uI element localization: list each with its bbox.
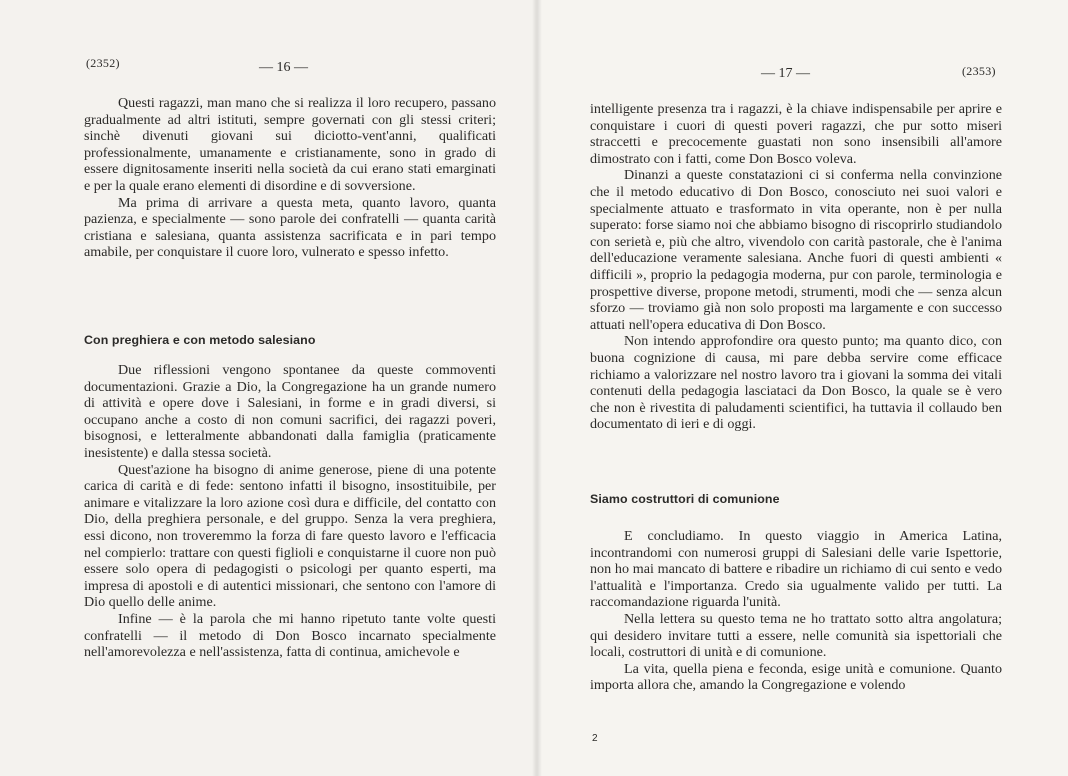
signature-mark: 2 xyxy=(592,733,598,744)
paragraph: Quest'azione ha bisogno di anime generose, piene di una potente carica di carità e di fede: sentono infatti il bisogno, insostituibile, per animare e vitalizzare la loro azione così dura e difficile, del contatto con Dio, della preghiera personale, e del gruppo. Senza la vera preghiera, essi dicono, non troveremmo la forza di fare questo lavoro e l'efficacia nel compierlo: trattare con questi figlioli e conquistarne il cuore non può essere solo opera di pedagogisti o psicologi per quanto esperti, ma impresa di apostoli e di autentici missionari, che sentono con l'amore di Dio quello delle anime. xyxy=(84,461,496,611)
section-heading: Con preghiera e con metodo salesiano xyxy=(84,333,316,347)
paragraph: La vita, quella piena e feconda, esige unità e comunione. Quanto importa allora che, amando la Congregazione e volendo xyxy=(590,660,1002,694)
paragraph: Due riflessioni vengono spontanee da queste commoventi documentazioni. Grazie a Dio, la Congregazione ha un grande numero di attività e opere dove i Salesiani, in forme e in gradi diversi, si occupano anche a costo di non comuni sacrifici, dei ragazzi poveri, bisognosi, e letteralmente abbandonati dalla famiglia (praticamente inesistente) e dalla stessa società. xyxy=(84,362,496,461)
section-heading: Siamo costruttori di comunione xyxy=(590,492,780,506)
paragraph: Infine — è la parola che mi hanno ripetuto tante volte questi confratelli — il metodo di Don Bosco incarnato specialmente nell'amorevolezza e nell'assistenza, fatta di continua, amichevole e xyxy=(84,610,496,661)
left-text-block-1 xyxy=(84,95,496,261)
paragraph: Questi ragazzi, man mano che si realizza il loro recupero, passano gradualmente ad altri istituti, sempre governati con gli stessi criteri; sinchè divenuti giovani sui diciotto-vent'anni, qualificati professionalmente, umanamente e cristianamente, sono in grado di essere dignitosamente inseriti nella società da cui erano stati emarginati e per la quale erano elementi di disordine e di sovversione. xyxy=(84,95,496,194)
right-text-block-1 xyxy=(590,101,1002,433)
paragraph: Ma prima di arrivare a questa meta, quanto lavoro, quanta pazienza, e specialmente — sono parole dei confratelli — quanta carità cristiana e salesiana, quanta assistenza sacrificata e in pari tempo amabile, per conquistare il cuore loro, vulnerato e spesso infetto. xyxy=(84,194,496,261)
paragraph: Nella lettera su questo tema ne ho trattato sotto altra angolatura; qui desidero invitare tutti a essere, nelle comunità sia ispettoriali che locali, costruttori di unità e di comunione. xyxy=(590,610,1002,661)
left-text-block-2 xyxy=(84,362,496,661)
paragraph: Non intendo approfondire ora questo punto; ma quanto dico, con buona cognizione di causa, mi pare debba servire come efficace richiamo a valorizzare nel nostro lavoro tra i giovani la somma dei vitali contenuti della pedagogia lasciataci da Don Bosco, la quale se è vero che non è rivestita di paludamenti scientifici, ha tuttavia il collaudo ben documentato di ieri e di oggi. xyxy=(590,333,1002,433)
right-page-code: (2353) xyxy=(962,64,996,78)
paragraph: E concludiamo. In questo viaggio in America Latina, incontrandomi con numerosi gruppi di Salesiani delle varie Ispettorie, non ho mai mancato di battere e ribadire un richiamo di cui sento e vedo l'attualità e l'importanza. Credo sia ugualmente valido per tutti. La raccomandazione riguarda l'unità. xyxy=(590,528,1002,611)
paragraph: intelligente presenza tra i ragazzi, è la chiave indispensabile per aprire e conquistare i cuori di questi poveri ragazzi, che pur sotto miseri straccetti e precocemente guastati non sono insensibili all'amore dimostrato con i fatti, come Don Bosco voleva. xyxy=(590,101,1002,167)
right-page xyxy=(536,0,1068,776)
left-page-number: — 16 — xyxy=(259,60,308,75)
paragraph: Dinanzi a queste constatazioni ci si conferma nella convinzione che il metodo educativo di Don Bosco, conosciuto nei suoi valori e specialmente attuato e trasformato in vita operante, non è per nulla superato: forse siamo noi che abbiamo bisogno di riscoprirlo studiandolo con serietà e, più che altro, vivendolo con carità pastorale, che è l'anima dell'educazione veramente salesiana. Anche fuori di questi ambienti « difficili », proprio la pedagogia moderna, pur con parole, terminologia e prospettive diverse, propone metodi, strumenti, modi che — senza alcun sforzo — troviamo già non solo proposti ma largamente e con successo attuati nell'opera educativa di Don Bosco. xyxy=(590,167,1002,333)
left-page-code: (2352) xyxy=(86,56,120,70)
right-text-block-2 xyxy=(590,528,1002,694)
right-page-number: — 17 — xyxy=(761,66,810,81)
book-gutter xyxy=(532,0,542,776)
